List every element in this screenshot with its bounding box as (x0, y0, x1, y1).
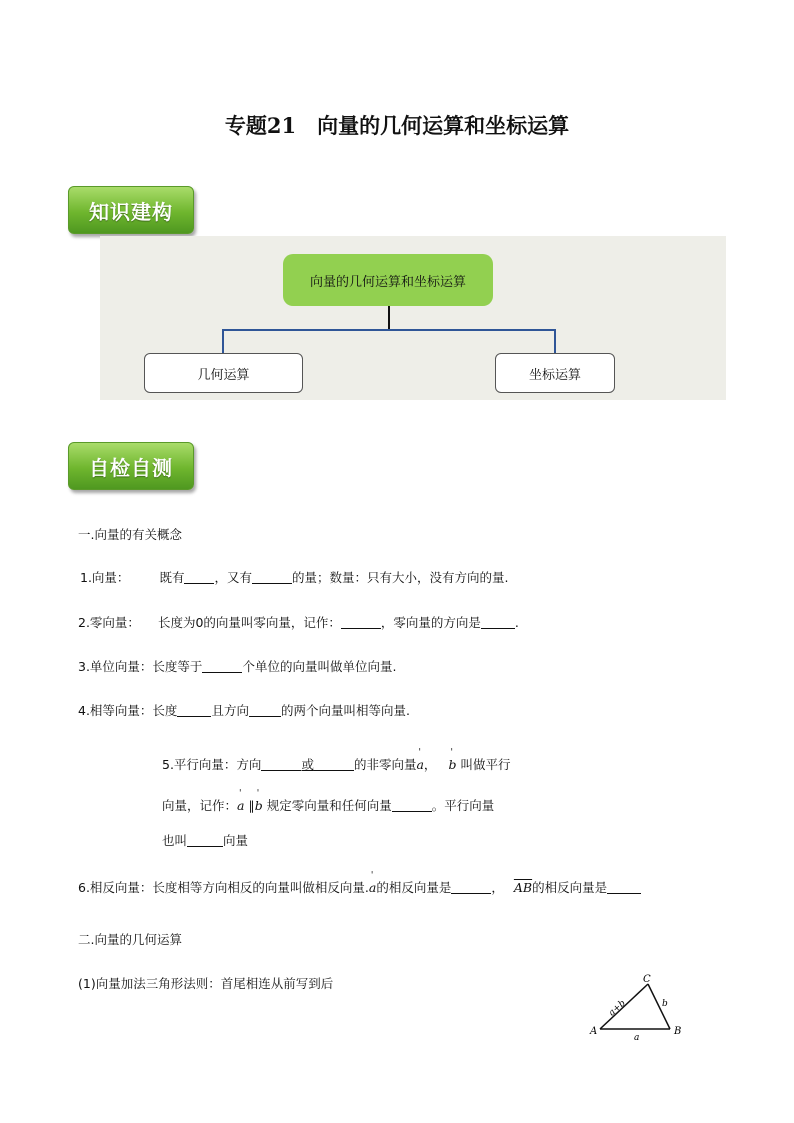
parallel-symbol: ∥ (248, 798, 255, 813)
item-zero-text-b: ，零向量的方向是 (380, 615, 481, 630)
item-parallel-line2-d: 。平行向量 (431, 798, 495, 813)
mind-map-root: 向量的几何运算和坐标运算 (283, 254, 493, 306)
item-parallel-text-d: 叫做平行 (460, 757, 511, 772)
answer-blank (187, 834, 223, 847)
vertex-a: A (590, 1026, 598, 1037)
item-unit-vector (78, 657, 396, 675)
heading-concepts: 一.向量的有关概念 (78, 527, 182, 542)
item-zero-label: 2.零向量： (78, 615, 140, 630)
item-vector-text-b: ，又有 (214, 570, 252, 585)
vector-a: ' a (416, 757, 423, 772)
item-opposite-text-d: 的相反向量是 (532, 880, 608, 895)
item-zero-vector (78, 613, 519, 631)
section-badge-selfcheck: 自检自测 (68, 442, 194, 490)
item-parallel-text-b: 的非零向量 (353, 757, 417, 772)
section-badge-knowledge: 知识建构 (68, 186, 194, 234)
item-opposite-text-b: 的相反向量是 (376, 880, 452, 895)
item-parallel-line2-c: 规定零向量和任何向量 (266, 798, 392, 813)
mind-map-right-drop (554, 329, 556, 353)
item-equal-text-c: 的两个向量叫相等向量. (280, 703, 410, 718)
item-parallel-line2 (162, 796, 494, 814)
item-parallel-line1 (162, 755, 510, 773)
item-parallel-line2-a: 向量，记作： (162, 798, 238, 813)
item-vector-text-a: 既有 (159, 570, 185, 585)
item-vector-text-c: 的量；数量：只有大小，没有方向的量. (291, 570, 509, 585)
answer-blank (177, 704, 211, 717)
item-opposite-vector (78, 878, 641, 896)
item-parallel-comma: ， (423, 757, 437, 772)
item-parallel-line3-b: 向量 (223, 833, 249, 848)
answer-blank (481, 616, 515, 629)
label-a: a (634, 1033, 640, 1042)
item-parallel-line3-a: 也叫 (162, 833, 188, 848)
item-equal-text-a: 4.相等向量：长度 (78, 703, 178, 718)
mind-map (100, 236, 726, 400)
answer-blank (202, 660, 242, 673)
page-title: 专题21 向量的几何运算和坐标运算 (224, 113, 570, 138)
mind-map-branch-line (222, 329, 556, 331)
answer-blank (607, 881, 641, 894)
vertex-b: B (674, 1026, 682, 1037)
answer-blank (261, 758, 301, 771)
answer-blank (314, 758, 354, 771)
item-equal-text-b: 且方向 (211, 703, 249, 718)
item-vector-label: 1.向量： (80, 570, 130, 585)
vector-triangle-diagram (588, 972, 688, 1042)
label-a-plus-b: a+b (607, 998, 628, 1019)
item-parallel-text-a: 5.平行向量：方向 (162, 757, 262, 772)
item-zero-text-a: 长度为0的向量叫零向量，记作： (157, 615, 341, 630)
item-unit-text-b: 个单位的向量叫做单位向量. (242, 659, 397, 674)
answer-blank (451, 881, 491, 894)
item-opposite-comma: ， (491, 880, 504, 895)
answer-blank (341, 616, 381, 629)
answer-blank (392, 799, 432, 812)
mind-map-left-drop (222, 329, 224, 353)
item-zero-text-c: . (514, 615, 519, 630)
answer-blank (252, 571, 292, 584)
vector-b: ' b (448, 757, 456, 772)
item-parallel-line3 (162, 831, 248, 849)
mind-map-stem (388, 306, 390, 330)
label-b: b (662, 999, 668, 1009)
mind-map-node-coordinate: 坐标运算 (495, 353, 615, 393)
vector-a: ' a (237, 798, 244, 813)
vertex-c: C (643, 974, 651, 985)
vector-b: ' b (255, 798, 263, 813)
vector-a: ' a (369, 880, 376, 895)
answer-blank (184, 571, 214, 584)
item-equal-vector (78, 701, 410, 719)
rule-triangle-addition: (1)向量加法三角形法则：首尾相连从前写到后 (78, 976, 334, 991)
mind-map-node-geometric: 几何运算 (144, 353, 303, 393)
heading-geometric-ops: 二.向量的几何运算 (78, 932, 182, 947)
item-vector (80, 568, 508, 586)
item-opposite-text-a: 6.相反向量：长度相等方向相反的向量叫做相反向量. (78, 880, 369, 895)
answer-blank (249, 704, 281, 717)
item-unit-text-a: 3.单位向量：长度等于 (78, 659, 203, 674)
vector-ab: $\overline{AB}$ (513, 880, 533, 895)
item-parallel-or: 或 (301, 757, 314, 772)
